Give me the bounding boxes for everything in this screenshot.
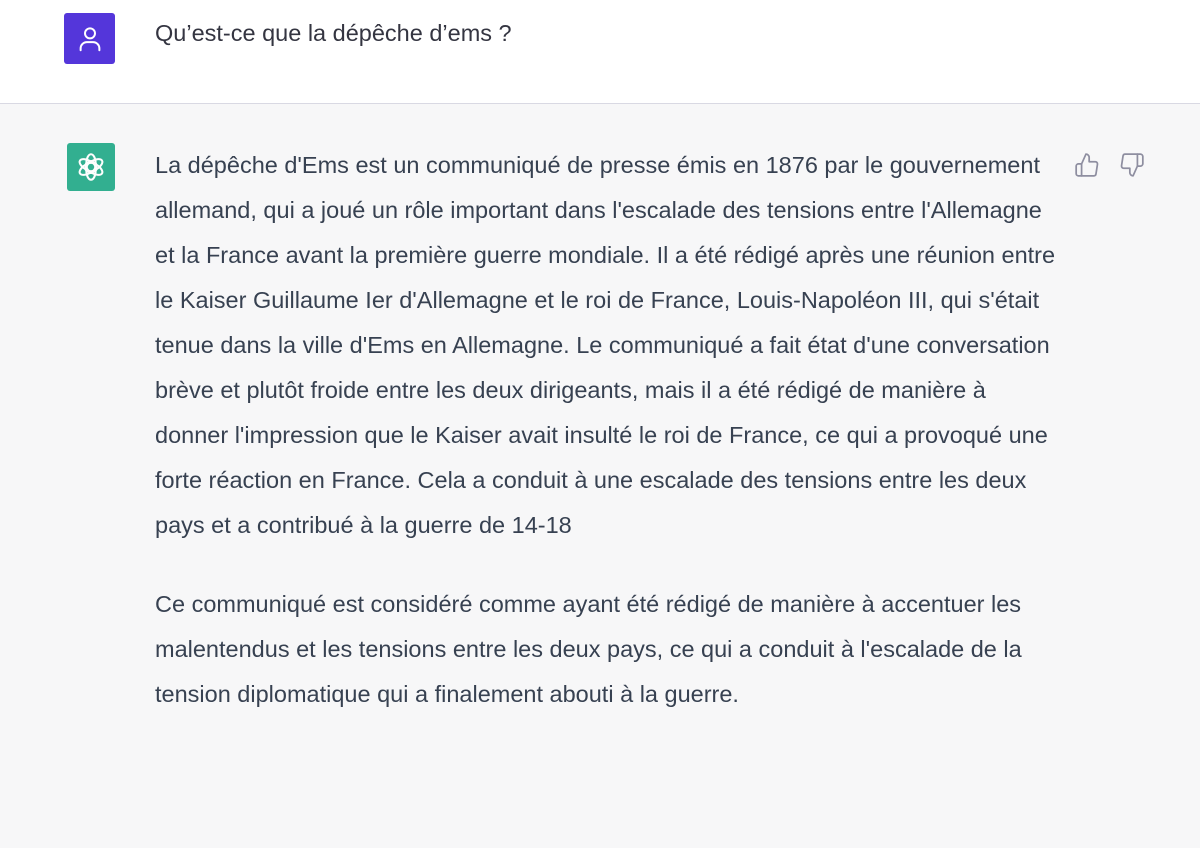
user-message-text: Qu’est-ce que la dépêche d’ems ? <box>155 20 512 46</box>
assistant-message-row <box>0 104 1200 848</box>
openai-logo-icon <box>74 150 108 184</box>
answer-paragraph: Ce communiqué est considéré comme ayant été rédigé de manière à accentuer les malentendus et les tensions entre les deux pays, ce qui a conduit à l'escalade de la tension diplomatique qui a finalement abouti à la guerre. <box>155 591 1022 707</box>
like-button[interactable] <box>1072 150 1102 180</box>
thumbs-up-icon <box>1074 152 1100 178</box>
user-avatar <box>64 13 115 64</box>
assistant-message-text <box>155 143 1065 751</box>
answer-paragraph: La dépêche d'Ems est un communiqué de presse émis en 1876 par le gouvernement allemand, qui a joué un rôle important dans l'escalade des tensions entre l'Allemagne et la France avant la première guerre mondiale. Il a été rédigé après une réunion entre le Kaiser Guillaume Ier d'Allemagne et le roi de France, Louis-Napoléon III, qui s'était tenue dans la ville d'Ems en Allemagne. Le communiqué a fait état d'une conversation brève et plutôt froide entre les deux dirigeants, mais il a été rédigé de manière à donner l'impression que le Kaiser avait insulté le roi de France, ce qui a provoqué une forte réaction en France. Cela a conduit à une escalade des tensions entre les deux pays et a contribué à la guerre de 14-18 <box>155 152 1056 538</box>
user-icon <box>75 24 105 54</box>
thumbs-down-icon <box>1119 152 1145 178</box>
assistant-avatar <box>67 143 115 191</box>
user-message-row <box>0 0 1200 104</box>
dislike-button[interactable] <box>1117 150 1147 180</box>
